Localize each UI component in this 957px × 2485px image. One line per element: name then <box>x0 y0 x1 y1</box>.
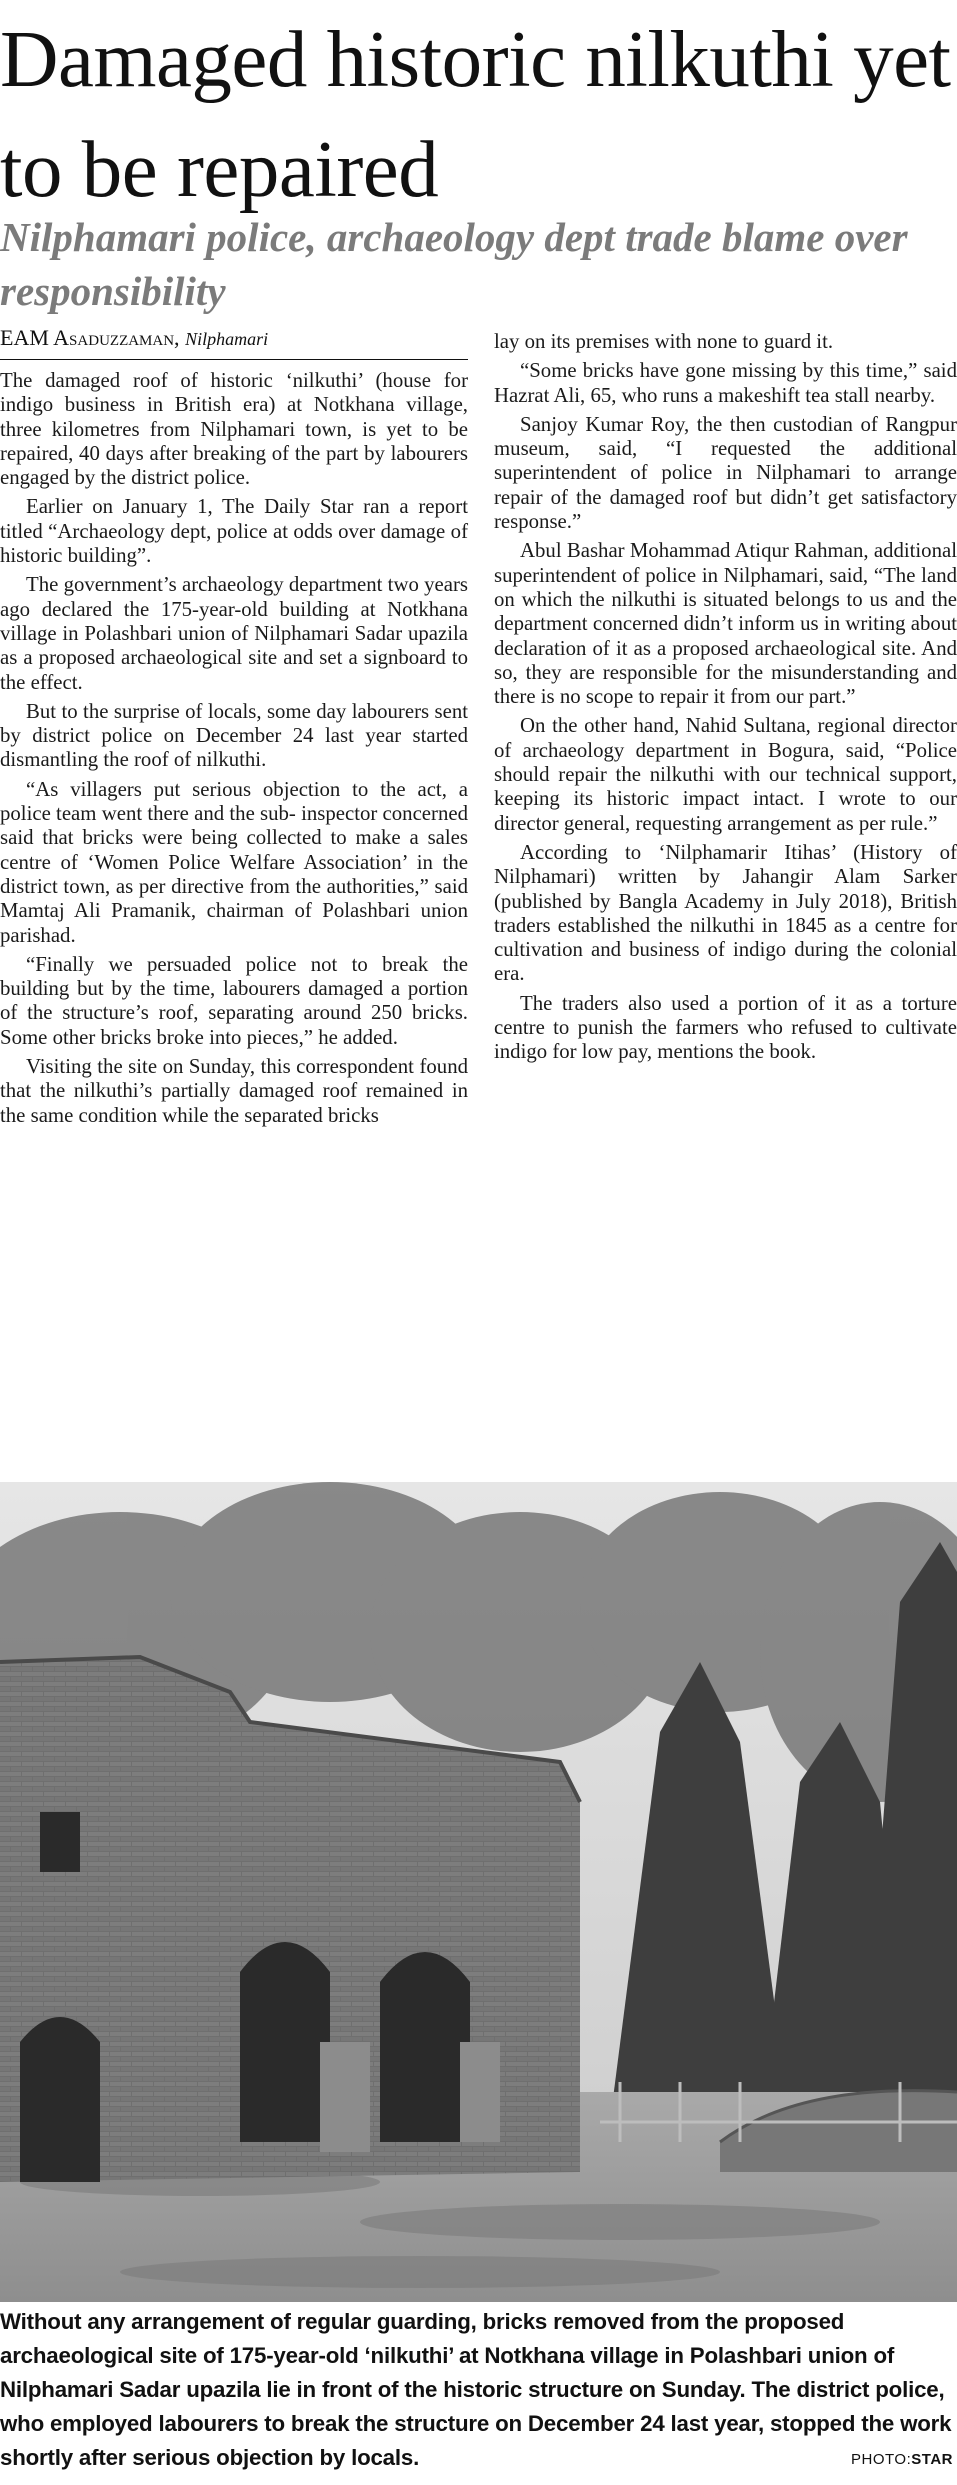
paragraph: But to the surprise of locals, some day labourers sent by district police on December 24 last year started dismantling the roof of nilkuthi. <box>0 699 468 772</box>
photo-credit-name: STAR <box>911 2451 953 2468</box>
photo-caption: Without any arrangement of regular guarding, bricks removed from the proposed archaeological site of 175-year-old ‘nilkuthi’ at Notkhana village in Polashbari union of Nilphamari Sadar upazila lie in front of the historic structure on Sunday. The district police, who employed labourers to break the structure on December 24 last year, stopped the work shortly after serious objection by locals. <box>0 2309 952 2470</box>
paragraph: Abul Bashar Mohammad Atiqur Rahman, additional superintendent of police in Nilphamari, said, “The land on which the nilkuthi is situated belongs to us and the department concerned didn’t inform us in writing about declaration of it as a proposed archaeological site. And so, they are responsible for the misunderstanding and there is no scope to repair it from our part.” <box>494 539 957 709</box>
paragraph: Sanjoy Kumar Roy, the then custodian of Rangpur museum, said, “I requested the additional superintendent of police in Nilphamari to arrange repair of the damaged roof but didn’t get satisfactory response.” <box>494 412 957 534</box>
headline: Damaged historic nilkuthi yet to be repaired <box>0 14 951 214</box>
paragraph: Earlier on January 1, The Daily Star ran a report titled “Archaeology dept, police at odds over damage of historic building”. <box>0 495 468 568</box>
paragraph: According to ‘Nilphamarir Itihas’ (History of Nilphamari) written by Jahangir Alam Sarker (published by Bangla Academy in July 2018), British traders established the nilkuthi in 1845 as a centre for cultivation and business of indigo during the colonial era. <box>494 840 957 986</box>
paragraph: The government’s archaeology department two years ago declared the 175-year-old building at Notkhana village in Polashbari union of Nilphamari Sadar upazila as a proposed archaeological site and set a signboard to the effect. <box>0 573 468 694</box>
photo-credit <box>851 2451 953 2468</box>
byline <box>0 325 268 351</box>
paragraph: “As villagers put serious objection to the act, a police team went there and the sub- inspector concerned said that bricks were being collected to make a sales centre of ‘Women Police Welfare Association’ in the district town, as per directive from the authorities,” said Mamtaj Ali Pramanik, chairman of Polashbari union parishad. <box>0 777 468 947</box>
paragraph: On the other hand, Nahid Sultana, regional director of archaeology department in Bogura, said, “Police should repair the nilkuthi with our technical support, keeping its historic impact intact. I wrote to our director general, requesting arrangement as per rule.” <box>494 714 957 835</box>
article-column-left <box>0 369 468 1133</box>
article-column-right <box>494 330 957 1070</box>
paragraph: The traders also used a portion of it as a torture centre to punish the farmers who refused to cultivate indigo for low pay, mentions the book. <box>494 991 957 1064</box>
photo-illustration <box>0 1482 957 2302</box>
subheadline: Nilphamari police, archaeology dept trade blame over responsibility <box>0 214 908 314</box>
paragraph: The damaged roof of historic ‘nilkuthi’ (house for indigo business in British era) at Notkhana village, three kilometres from Nilphamari town, is yet to be repaired, 40 days after breaking of the part by labourers engaged by the district police. <box>0 369 468 490</box>
author-location: Nilphamari <box>185 329 269 349</box>
byline-divider <box>0 359 468 360</box>
paragraph: “Some bricks have gone missing by this time,” said Hazrat Ali, 65, who runs a makeshift tea stall nearby. <box>494 359 957 407</box>
paragraph: “Finally we persuaded police not to break the building but by the time, labourers damaged a portion of the structure’s roof, separating around 250 bricks. Some other bricks broke into pieces,” he added. <box>0 952 468 1049</box>
photo-credit-prefix: PHOTO: <box>851 2451 912 2468</box>
paragraph: lay on its premises with none to guard it. <box>494 330 834 353</box>
nilkuthi-photo <box>0 1482 957 2302</box>
author-name: EAM Asaduzzaman, <box>0 325 180 350</box>
paragraph: Visiting the site on Sunday, this correspondent found that the nilkuthi’s partially damaged roof remained in the same condition while the separated bricks <box>0 1055 468 1127</box>
